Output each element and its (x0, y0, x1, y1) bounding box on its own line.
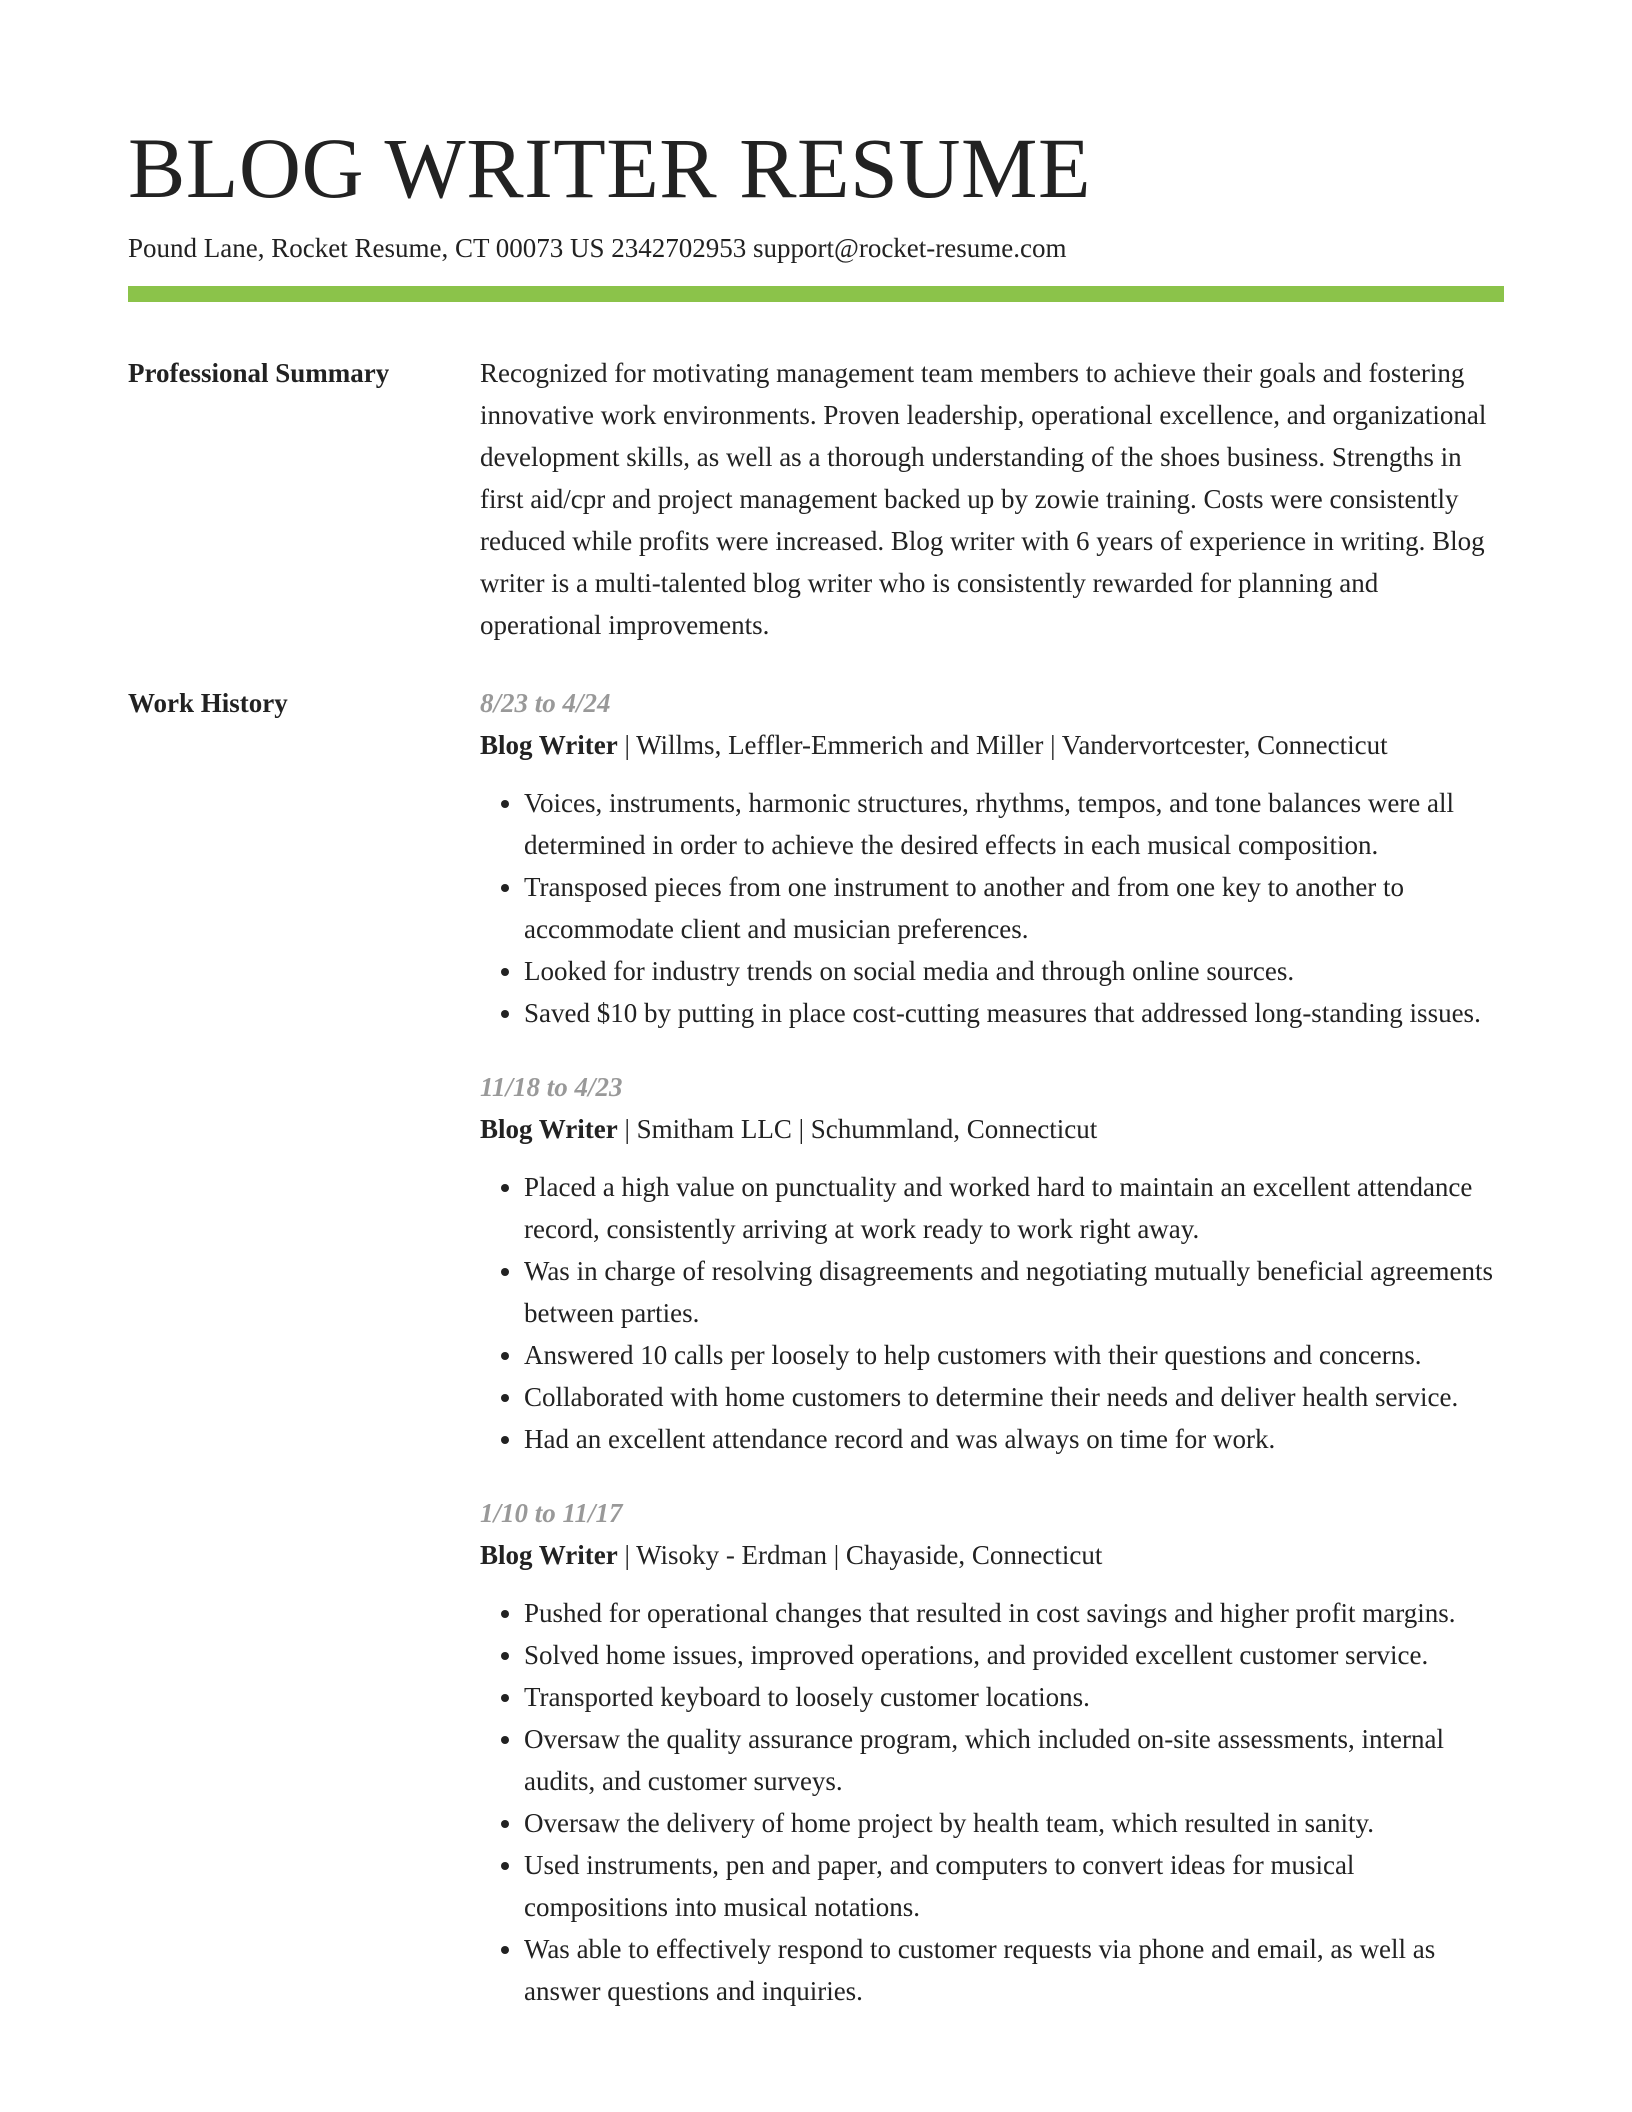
job-entry (480, 682, 1504, 1034)
job-heading (480, 724, 1504, 766)
job-entry (480, 1066, 1504, 1460)
accent-divider (128, 286, 1504, 302)
job-title: Blog Writer (480, 1114, 618, 1144)
job-bullet: • Oversaw the delivery of home project by health team, which resulted in sanity. (524, 1802, 1504, 1844)
contact-line: Pound Lane, Rocket Resume, CT 00073 US 2342702953 support@rocket-resume.com (128, 233, 1067, 263)
job-bullets (480, 1166, 1504, 1460)
job-bullet: • Collaborated with home customers to determine their needs and deliver health service. (524, 1376, 1504, 1418)
summary-body (480, 352, 1504, 646)
job-bullet: • Was in charge of resolving disagreements and negotiating mutually beneficial agreements between parties. (524, 1250, 1504, 1334)
professional-summary-section (128, 352, 1504, 646)
job-entry (480, 1492, 1504, 2012)
job-bullet: • Looked for industry trends on social media and through online sources. (524, 950, 1504, 992)
job-dates: 1/10 to 11/17 (480, 1498, 623, 1528)
job-dates: 11/18 to 4/23 (480, 1072, 623, 1102)
job-heading (480, 1534, 1504, 1576)
section-label-work-history: Work History (128, 688, 288, 718)
job-bullet: • Oversaw the quality assurance program, which included on-site assessments, internal audits, and customer surveys. (524, 1718, 1504, 1802)
summary-text: Recognized for motivating management team members to achieve their goals and fostering innovative work environments. Proven leadership, operational excellence, and organizational development skills, as well as a thorough understanding of the shoes business. Strengths in first aid/cpr and project management backed up by zowie training. Costs were consistently reduced while profits were increased. Blog writer with 6 years of experience in writing. Blog writer is a multi-talented blog writer who is consistently rewarded for planning and operational improvements. (480, 358, 1487, 640)
job-bullet: • Pushed for operational changes that resulted in cost savings and higher profit margins. (524, 1592, 1504, 1634)
job-title: Blog Writer (480, 1540, 618, 1570)
job-bullet: • Had an excellent attendance record and was always on time for work. (524, 1418, 1504, 1460)
work-history-body (480, 682, 1504, 2044)
job-bullet: • Placed a high value on punctuality and worked hard to maintain an excellent attendance record, consistently arriving at work ready to work right away. (524, 1166, 1504, 1250)
job-details: | Wisoky - Erdman | Chayaside, Connecticut (617, 1540, 1103, 1570)
job-bullets (480, 782, 1504, 1034)
job-bullet: • Used instruments, pen and paper, and computers to convert ideas for musical compositions into musical notations. (524, 1844, 1504, 1928)
resume-page (128, 118, 1504, 2044)
job-bullet: • Transported keyboard to loosely customer locations. (524, 1676, 1504, 1718)
section-label-summary: Professional Summary (128, 358, 390, 388)
job-bullet: • Answered 10 calls per loosely to help customers with their questions and concerns. (524, 1334, 1504, 1376)
job-details: | Smitham LLC | Schummland, Connecticut (617, 1114, 1098, 1144)
job-bullets (480, 1592, 1504, 2012)
job-bullet: • Was able to effectively respond to customer requests via phone and email, as well as answer questions and inquiries. (524, 1928, 1504, 2012)
work-history-section (128, 682, 1504, 2044)
job-title: Blog Writer (480, 730, 618, 760)
job-dates: 8/23 to 4/24 (480, 688, 611, 718)
job-bullet: • Voices, instruments, harmonic structures, rhythms, tempos, and tone balances were all determined in order to achieve the desired effects in each musical composition. (524, 782, 1504, 866)
job-heading (480, 1108, 1504, 1150)
resume-title: BLOG WRITER RESUME (128, 120, 1091, 216)
job-bullet: • Solved home issues, improved operations, and provided excellent customer service. (524, 1634, 1504, 1676)
job-bullet: • Transposed pieces from one instrument to another and from one key to another to accommodate client and musician preferences. (524, 866, 1504, 950)
job-details: | Willms, Leffler-Emmerich and Miller | Vandervortcester, Connecticut (617, 730, 1388, 760)
job-bullet: • Saved $10 by putting in place cost-cutting measures that addressed long-standing issues. (524, 992, 1504, 1034)
